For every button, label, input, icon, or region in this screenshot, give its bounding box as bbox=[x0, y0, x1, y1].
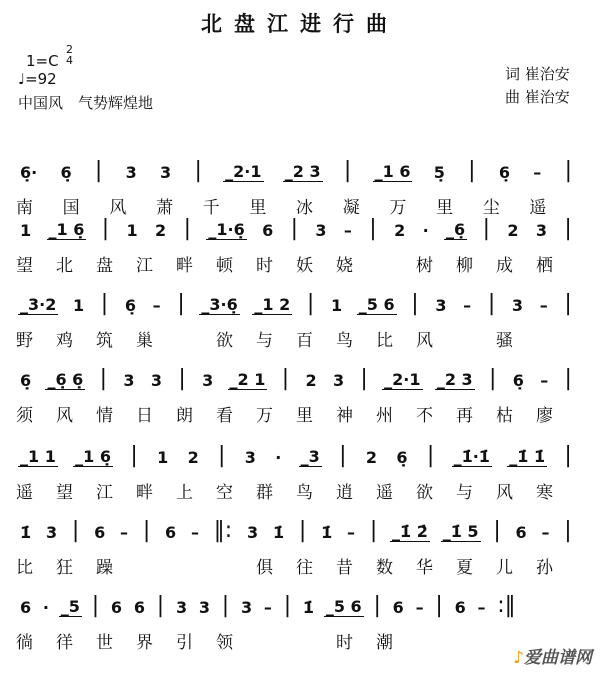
lyric-char: 冰 bbox=[296, 198, 314, 218]
lyric-char: 南 bbox=[16, 198, 33, 218]
lyric-char: 逍 bbox=[336, 483, 353, 503]
tempo-marking: ♩=92 bbox=[18, 70, 57, 88]
lyric-char: 引 bbox=[176, 633, 193, 653]
barline: | bbox=[426, 443, 435, 468]
beamed-note-group: _1 2 bbox=[254, 295, 291, 314]
barline: | bbox=[290, 216, 299, 241]
lyric-char: 江 bbox=[96, 483, 113, 503]
lyric-char: 不 bbox=[416, 406, 433, 426]
barline: | bbox=[343, 158, 352, 183]
barline: | bbox=[373, 593, 381, 618]
lyric-char: 畔 bbox=[176, 256, 193, 276]
note: 5̣ bbox=[433, 163, 445, 182]
lyric-char: 风 bbox=[109, 198, 127, 218]
note: – bbox=[152, 296, 161, 315]
notation-row bbox=[18, 445, 574, 467]
beamed-note-group: _5 6 bbox=[358, 295, 395, 314]
note: 1̇ bbox=[302, 598, 315, 617]
lyric-char: 时 bbox=[336, 633, 353, 653]
lyric-char: 万 bbox=[389, 198, 407, 218]
beamed-note-group: _1 6 bbox=[374, 162, 411, 181]
note: 1̇ bbox=[272, 523, 285, 542]
barline: | bbox=[283, 593, 292, 618]
song-title: 北盘江进行曲 bbox=[201, 11, 399, 36]
barline: ‖: bbox=[213, 518, 233, 543]
barline: | bbox=[468, 158, 476, 183]
barline: | bbox=[564, 518, 572, 543]
lyric-char: 筑 bbox=[96, 331, 113, 351]
lyric-char: 江 bbox=[136, 256, 153, 276]
note: 6̣ bbox=[124, 296, 137, 315]
lyric-char bbox=[416, 628, 456, 653]
note: 3 bbox=[511, 296, 524, 315]
lyric-char: 上 bbox=[176, 483, 193, 503]
lyric-char bbox=[296, 628, 336, 653]
key-signature: 1=C bbox=[26, 52, 59, 70]
beamed-note-group: _1 1 bbox=[20, 447, 56, 466]
barline: | bbox=[369, 518, 378, 543]
note: 3 bbox=[247, 523, 259, 542]
barline: | bbox=[298, 518, 307, 543]
note: 2 bbox=[394, 221, 406, 240]
barline: | bbox=[91, 593, 100, 618]
time-signature bbox=[66, 44, 73, 66]
lyric-char: 风 bbox=[496, 483, 513, 503]
lyric-char: 孙 bbox=[536, 558, 553, 578]
note: – bbox=[540, 371, 549, 390]
beamed-note-group: _1 6̣ bbox=[48, 220, 85, 239]
lyric-char bbox=[216, 553, 256, 578]
lyrics-row bbox=[16, 401, 576, 426]
lyric-char: 空 bbox=[216, 483, 233, 503]
lyric-char: 俱 bbox=[256, 558, 273, 578]
beamed-note-group: _3·2 bbox=[20, 295, 57, 314]
lyric-char bbox=[176, 553, 216, 578]
beamed-note-group: _5 bbox=[60, 597, 80, 616]
barline: | bbox=[493, 518, 501, 543]
beamed-note-group: _3 bbox=[300, 447, 320, 466]
lyric-char: 欲 bbox=[216, 331, 233, 351]
barline: | bbox=[194, 158, 202, 183]
note: 6 bbox=[262, 221, 274, 240]
note: 1 bbox=[73, 296, 85, 315]
note: – bbox=[539, 296, 548, 315]
note: – bbox=[190, 523, 199, 542]
lyrics-row bbox=[16, 251, 576, 276]
note: 3 bbox=[315, 221, 327, 240]
note: – bbox=[463, 296, 472, 315]
time-signature-top: 2 bbox=[66, 43, 73, 56]
note: – bbox=[533, 163, 542, 182]
note: · bbox=[275, 448, 282, 467]
barline: | bbox=[411, 291, 419, 316]
lyric-char: 世 bbox=[96, 633, 113, 653]
barline: | bbox=[281, 366, 290, 391]
beamed-note-group: _2 1 bbox=[229, 370, 266, 389]
notation-row bbox=[18, 160, 574, 182]
barline: | bbox=[564, 366, 572, 391]
note: 6 bbox=[165, 523, 177, 542]
lyric-char: 遥 bbox=[529, 198, 547, 218]
lyric-char: 徉 bbox=[56, 633, 73, 653]
note: · bbox=[422, 221, 429, 240]
note: – bbox=[347, 523, 356, 542]
beamed-note-group: _6̣ 6̣ bbox=[47, 370, 84, 389]
notation-row bbox=[18, 368, 574, 390]
lyric-char bbox=[456, 628, 496, 653]
barline: | bbox=[99, 366, 108, 391]
lyric-char: 往 bbox=[296, 558, 313, 578]
note: 3 bbox=[202, 371, 214, 390]
barline: | bbox=[306, 291, 315, 316]
lyric-char: 柳 bbox=[456, 256, 473, 276]
beamed-note-group: _2 3 bbox=[436, 370, 473, 389]
lyric-char: 朗 bbox=[176, 406, 193, 426]
lyric-char: 夏 bbox=[456, 558, 473, 578]
lyric-char: 界 bbox=[136, 633, 153, 653]
lyric-char: 国 bbox=[62, 198, 80, 218]
lyric-char: 骚 bbox=[496, 331, 513, 351]
note: 6̣ bbox=[498, 163, 511, 182]
beamed-note-group: _1̇ 2̇ bbox=[392, 522, 428, 541]
note: – bbox=[541, 523, 550, 542]
lyric-char: 萧 bbox=[156, 198, 174, 218]
barline: | bbox=[360, 366, 368, 391]
music-note-icon: ♪ bbox=[513, 648, 524, 668]
lyrics-row bbox=[16, 553, 576, 578]
lyric-char: 看 bbox=[216, 406, 233, 426]
beamed-note-group: _1̇ 1̇ bbox=[509, 447, 546, 466]
lyric-char: 躁 bbox=[96, 558, 113, 578]
lyric-char: 昔 bbox=[336, 558, 353, 578]
beamed-note-group: _2·1 bbox=[225, 162, 262, 181]
barline: | bbox=[435, 593, 443, 618]
lyric-char bbox=[456, 326, 496, 351]
watermark-text: 爱曲谱网 bbox=[524, 648, 592, 668]
lyric-char: 尘 bbox=[482, 198, 500, 218]
note: – bbox=[415, 598, 424, 617]
lyric-char: 望 bbox=[56, 483, 73, 503]
lyric-char: 顿 bbox=[216, 256, 233, 276]
note: 3 bbox=[244, 448, 256, 467]
lyric-char: 望 bbox=[16, 256, 33, 276]
lyric-char: 与 bbox=[456, 483, 473, 503]
lyric-char: 儿 bbox=[496, 558, 513, 578]
notation-row bbox=[18, 218, 574, 240]
lyric-char: 盘 bbox=[96, 256, 113, 276]
note: 6̣ bbox=[60, 163, 72, 182]
note: 2 bbox=[155, 221, 167, 240]
barline: | bbox=[564, 291, 572, 316]
note: 3 bbox=[332, 371, 345, 390]
note: – bbox=[343, 221, 352, 240]
note: – bbox=[120, 523, 129, 542]
lyrics-row bbox=[16, 478, 576, 503]
lyric-char: 再 bbox=[456, 406, 473, 426]
note: 1 bbox=[330, 296, 343, 315]
lyric-char: 须 bbox=[16, 406, 33, 426]
lyric-char: 廖 bbox=[536, 406, 553, 426]
note: 6 bbox=[454, 598, 466, 617]
note: 3 bbox=[241, 598, 253, 617]
lyric-char: 北 bbox=[56, 256, 73, 276]
lyric-char: 日 bbox=[136, 406, 153, 426]
lyric-char: 千 bbox=[202, 198, 220, 218]
lyric-char: 遥 bbox=[376, 483, 393, 503]
composer: 曲 崔治安 bbox=[505, 88, 570, 106]
lyric-char: 遥 bbox=[16, 483, 33, 503]
lyric-char: 里 bbox=[436, 198, 454, 218]
lyric-char: 里 bbox=[249, 198, 267, 218]
barline: | bbox=[221, 593, 230, 618]
lyric-char: 鸟 bbox=[296, 483, 313, 503]
note: – bbox=[477, 598, 486, 617]
barline: | bbox=[564, 158, 572, 183]
note: 3 bbox=[45, 523, 58, 542]
lyric-char: 狂 bbox=[56, 558, 73, 578]
lyric-char: 成 bbox=[496, 256, 513, 276]
lyric-char: 风 bbox=[416, 331, 433, 351]
barline: | bbox=[178, 366, 186, 391]
lyric-char: 华 bbox=[416, 558, 433, 578]
note: 6 bbox=[20, 598, 32, 617]
note: 6̣ bbox=[20, 371, 32, 390]
note: 6 bbox=[94, 523, 106, 542]
barline: | bbox=[177, 291, 185, 316]
barline: | bbox=[564, 443, 572, 468]
note: 3 bbox=[123, 371, 135, 390]
note: 6̣ bbox=[512, 371, 524, 390]
barline: | bbox=[564, 216, 572, 241]
note: 1̇ bbox=[321, 523, 333, 542]
note: 2 bbox=[365, 448, 378, 467]
notation-row bbox=[18, 293, 574, 315]
beamed-note-group: _1̇·1̇ bbox=[453, 447, 490, 466]
barline: :‖ bbox=[497, 593, 516, 618]
lyric-char bbox=[376, 251, 416, 276]
note: 3 bbox=[198, 598, 211, 617]
lyric-char bbox=[256, 628, 296, 653]
lyric-char: 比 bbox=[16, 558, 33, 578]
barline: | bbox=[339, 443, 347, 468]
beamed-note-group: _1 6̣ bbox=[75, 447, 112, 466]
lyric-char: 鸟 bbox=[336, 331, 353, 351]
barline: | bbox=[156, 593, 165, 618]
barline: | bbox=[482, 216, 490, 241]
note: 1̇ bbox=[20, 523, 32, 542]
style-marking: 中国风 气势辉煌地 bbox=[18, 94, 154, 112]
lyricist: 词 崔治安 bbox=[505, 65, 570, 83]
lyric-char bbox=[176, 326, 216, 351]
note: 3 bbox=[160, 163, 172, 182]
time-signature-bottom: 4 bbox=[66, 54, 73, 67]
lyric-char: 情 bbox=[96, 406, 113, 426]
lyric-char: 凝 bbox=[342, 198, 360, 218]
beamed-note-group: _1̇ 5 bbox=[442, 522, 479, 541]
barline: | bbox=[369, 216, 377, 241]
lyric-char: 领 bbox=[216, 633, 233, 653]
beamed-note-group: _3·6̣ bbox=[201, 295, 238, 314]
notation-row bbox=[18, 595, 518, 617]
lyric-char: 比 bbox=[376, 331, 393, 351]
lyric-char: 鸡 bbox=[56, 331, 73, 351]
lyric-char bbox=[136, 553, 176, 578]
note: 1 bbox=[157, 448, 169, 467]
lyric-char: 时 bbox=[256, 256, 273, 276]
lyric-char: 枯 bbox=[496, 406, 513, 426]
note: 6 bbox=[392, 598, 404, 617]
beamed-note-group: _6̣ bbox=[446, 220, 466, 239]
lyric-char: 徜 bbox=[16, 633, 33, 653]
note: 2 bbox=[507, 221, 519, 240]
barline: | bbox=[100, 291, 109, 316]
lyric-char: 与 bbox=[256, 331, 273, 351]
lyric-char: 里 bbox=[296, 406, 313, 426]
beamed-note-group: _2·1 bbox=[384, 370, 421, 389]
lyric-char: 潮 bbox=[376, 633, 393, 653]
beamed-note-group: _5 6 bbox=[325, 597, 362, 616]
note: 3 bbox=[125, 163, 137, 182]
lyrics-row bbox=[16, 193, 576, 218]
lyric-char: 巢 bbox=[136, 331, 153, 351]
beamed-note-group: _2 3 bbox=[284, 162, 321, 181]
lyric-char: 群 bbox=[256, 483, 273, 503]
notation-row bbox=[18, 520, 574, 542]
lyric-char: 娆 bbox=[336, 256, 353, 276]
barline: | bbox=[71, 518, 80, 543]
note: – bbox=[263, 598, 272, 617]
beamed-note-group: _1·6̣ bbox=[208, 220, 245, 239]
watermark bbox=[513, 643, 592, 668]
note: 1 bbox=[20, 221, 32, 240]
lyric-char: 数 bbox=[376, 558, 393, 578]
credits bbox=[505, 63, 570, 109]
note: 3 bbox=[535, 221, 548, 240]
barline: | bbox=[183, 216, 191, 241]
lyric-char: 万 bbox=[256, 406, 273, 426]
barline: | bbox=[487, 291, 496, 316]
lyric-char: 州 bbox=[376, 406, 393, 426]
lyric-char bbox=[536, 326, 576, 351]
lyric-char: 百 bbox=[296, 331, 313, 351]
note: 6 bbox=[110, 598, 123, 617]
barline: | bbox=[142, 518, 151, 543]
note: 6 bbox=[515, 523, 527, 542]
lyric-char: 妖 bbox=[296, 256, 313, 276]
note: 1 bbox=[126, 221, 138, 240]
note: 3 bbox=[150, 371, 162, 390]
lyric-char: 畔 bbox=[136, 483, 153, 503]
barline: | bbox=[101, 216, 110, 241]
barline: | bbox=[218, 443, 226, 468]
lyric-char: 风 bbox=[56, 406, 73, 426]
note: 3 bbox=[175, 598, 188, 617]
lyric-char: 神 bbox=[336, 406, 353, 426]
barline: | bbox=[130, 443, 138, 468]
lyrics-row bbox=[16, 326, 576, 351]
lyrics-row bbox=[16, 628, 576, 653]
lyric-char: 树 bbox=[416, 256, 433, 276]
lyric-char: 野 bbox=[16, 331, 33, 351]
barline: | bbox=[489, 366, 497, 391]
note: 6̣· bbox=[20, 163, 38, 182]
note: 6 bbox=[133, 598, 145, 617]
note: 6̣ bbox=[396, 448, 408, 467]
note: 3 bbox=[435, 296, 447, 315]
note: 2 bbox=[305, 371, 317, 390]
note: · bbox=[42, 598, 49, 617]
note: 2 bbox=[187, 448, 199, 467]
lyric-char: 寒 bbox=[536, 483, 553, 503]
barline: | bbox=[94, 158, 103, 183]
lyric-char: 欲 bbox=[416, 483, 433, 503]
lyric-char: 栖 bbox=[536, 256, 553, 276]
